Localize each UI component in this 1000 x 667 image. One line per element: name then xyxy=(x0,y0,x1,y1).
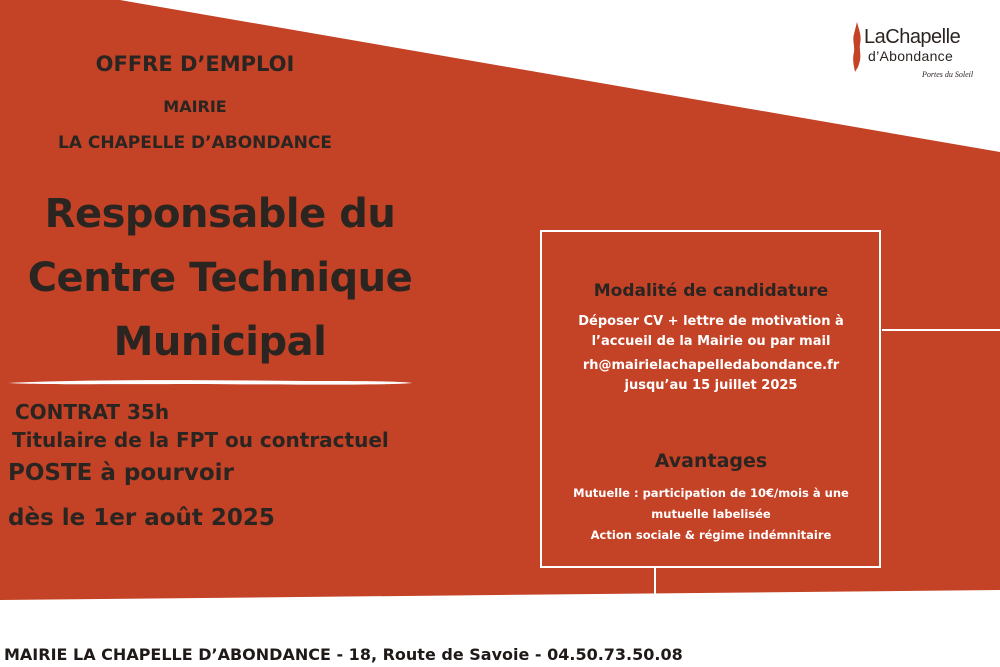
logo-line1: LaChapelle xyxy=(864,26,961,48)
commune-logo xyxy=(850,22,990,102)
commune-heading: LA CHAPELLE D’ABONDANCE xyxy=(58,133,332,153)
logo-line2: d’Abondance xyxy=(868,48,954,64)
job-title xyxy=(0,182,440,374)
offer-heading: OFFRE D’EMPLOI xyxy=(95,52,295,76)
post-text: POSTE à pourvoir xyxy=(8,460,234,486)
start-date-text: dès le 1er août 2025 xyxy=(8,505,275,531)
application-title: Modalité de candidature xyxy=(593,281,829,301)
benefit-line: Mutuelle : participation de 10€/mois à une xyxy=(573,486,849,500)
status-text: Titulaire de la FPT ou contractuel xyxy=(12,428,389,452)
application-line: l’accueil de la Mairie ou par mail xyxy=(591,334,831,349)
footer-address: MAIRIE LA CHAPELLE D’ABONDANCE - 18, Route de Savoie - 04.50.73.50.08 xyxy=(4,645,683,664)
flame-icon xyxy=(850,22,864,72)
benefit-line: mutuelle labelisée xyxy=(651,507,771,521)
brush-underline xyxy=(6,377,414,387)
job-title-line: Responsable du xyxy=(44,191,396,237)
contract-text: CONTRAT 35h xyxy=(15,400,170,424)
application-email: rh@mairielachapelledabondance.fr xyxy=(582,358,840,373)
application-line: Déposer CV + lettre de motivation à xyxy=(578,314,844,329)
benefits-title: Avantages xyxy=(654,450,768,472)
logo-tagline: Portes du Soleil xyxy=(922,70,974,79)
job-title-line: Municipal xyxy=(113,319,327,365)
benefit-line: Action sociale & régime indémnitaire xyxy=(590,528,832,542)
mairie-heading: MAIRIE xyxy=(163,97,227,116)
job-title-line: Centre Technique xyxy=(27,255,413,301)
application-deadline: jusqu’au 15 juillet 2025 xyxy=(624,378,798,393)
